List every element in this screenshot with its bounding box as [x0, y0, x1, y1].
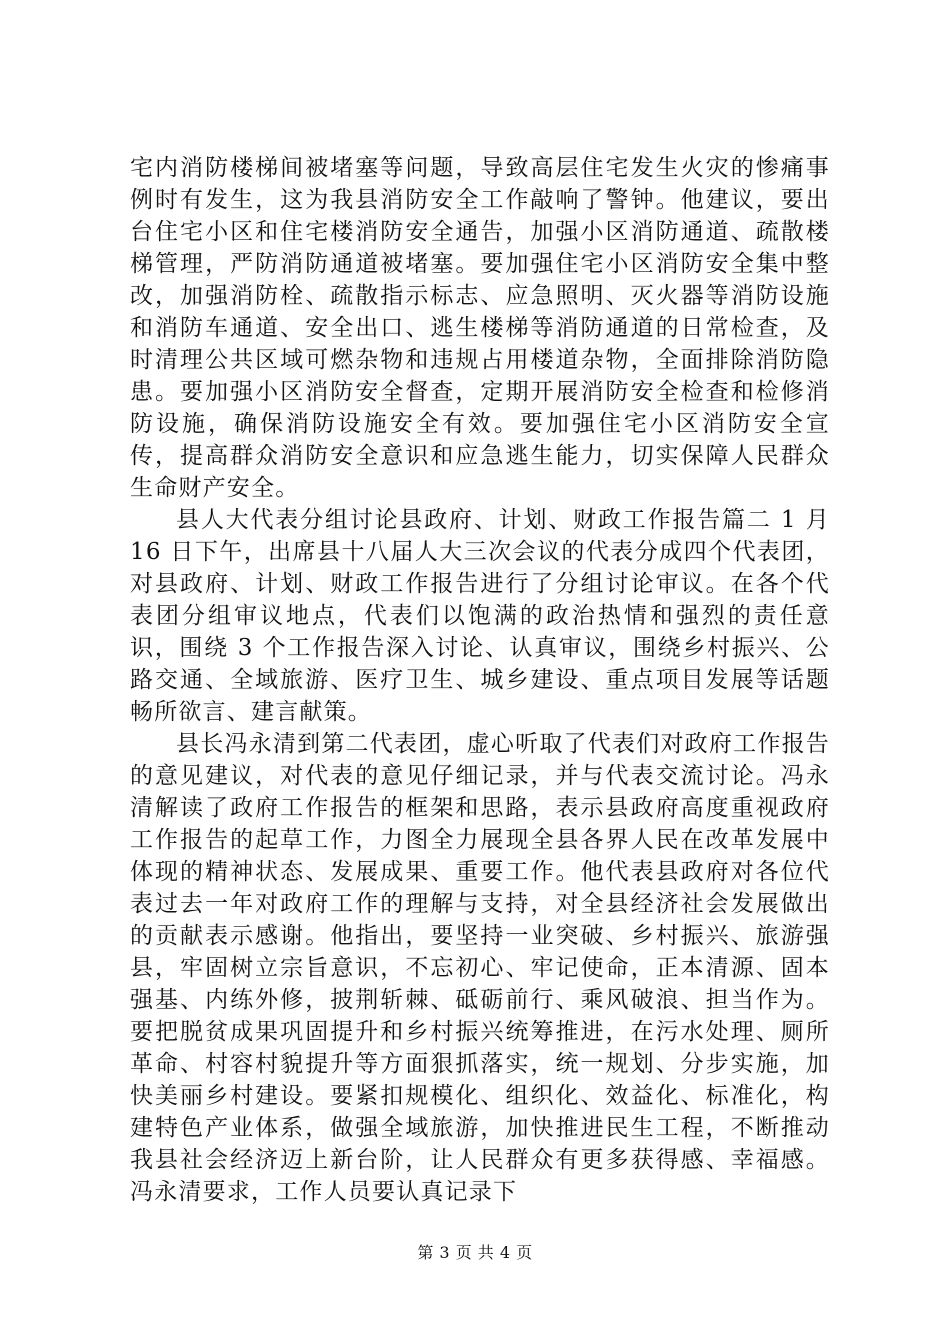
page-footer: 第 3 页 共 4 页: [417, 1243, 533, 1262]
paragraph-2: 县人大代表分组讨论县政府、计划、财政工作报告篇二 1 月 16 日下午，出席县十八届人大三次会议的代表分成四个代表团，对县政府、计划、财政工作报告进行了分组讨论审议。在各个代表团分组审议地点，代表们以饱满的政治热情和强烈的责任意识，围绕 3 个工作报告深入讨论、认真审议，围绕乡村振兴、公路交通、全域旅游、医疗卫生、城乡建设、重点项目发展等话题畅所欲言、建言献策。: [130, 507, 830, 725]
paragraph-1: 宅内消防楼梯间被堵塞等问题，导致高层住宅发生火灾的惨痛事例时有发生，这为我县消防安全工作敲响了警钟。他建议，要出台住宅小区和住宅楼消防安全通告，加强小区消防通道、疏散楼梯管理，严防消防通道被堵塞。要加强住宅小区消防安全集中整改，加强消防栓、疏散指示标志、应急照明、灭火器等消防设施和消防车通道、安全出口、逃生楼梯等消防通道的日常检查，及时清理公共区域可燃杂物和违规占用楼道杂物，全面排除消防隐患。要加强小区消防安全督查，定期开展消防安全检查和检修消防设施，确保消防设施安全有效。要加强住宅小区消防安全宣传，提高群众消防安全意识和应急逃生能力，切实保障人民群众生命财产安全。: [130, 155, 830, 501]
document-body: [130, 152, 830, 1208]
paragraph-3: 县长冯永清到第二代表团，虚心听取了代表们对政府工作报告的意见建议，对代表的意见仔细记录，并与代表交流讨论。冯永清解读了政府工作报告的框架和思路，表示县政府高度重视政府工作报告的起草工作，力图全力展现全县各界人民在改革发展中体现的精神状态、发展成果、重要工作。他代表县政府对各位代表过去一年对政府工作的理解与支持，对全县经济社会发展做出的贡献表示感谢。他指出，要坚持一业突破、乡村振兴、旅游强县，牢固树立宗旨意识，不忘初心、牢记使命，正本清源、固本强基、内练外修，披荆斩棘、砥砺前行、乘风破浪、担当作为。要把脱贫成果巩固提升和乡村振兴统筹推进，在污水处理、厕所革命、村容村貌提升等方面狠抓落实，统一规划、分步实施，加快美丽乡村建设。要紧扣规模化、组织化、效益化、标准化，构建特色产业体系，做强全域旅游，加快推进民生工程，不断推动我县社会经济迈上新台阶，让人民群众有更多获得感、幸福感。冯永清要求，工作人员要认真记录下: [130, 731, 830, 1205]
